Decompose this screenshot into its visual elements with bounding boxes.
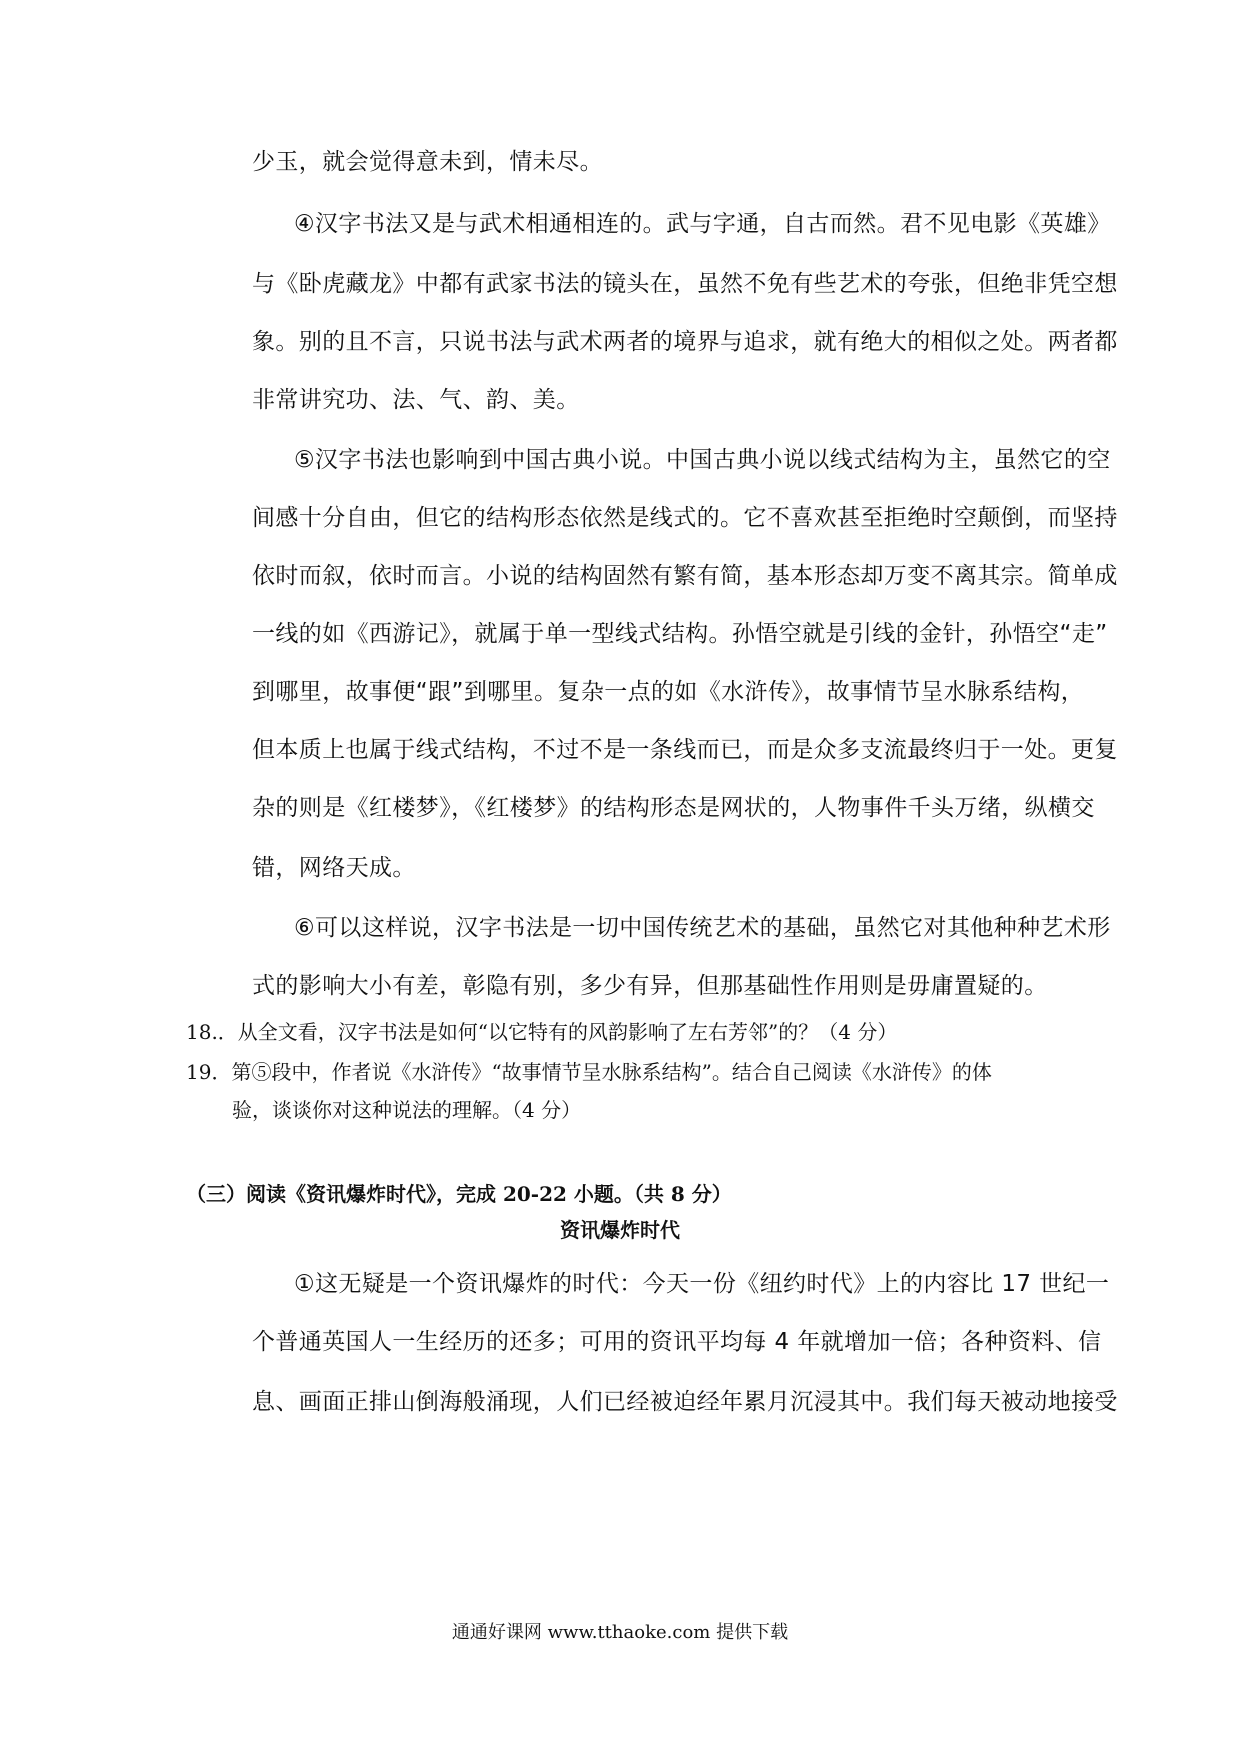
paragraph-line: ⑤汉字书法也影响到中国古典小说。中国古典小说以线式结构为主，虽然它的空 (294, 447, 1111, 473)
question-18: 18.．从全文看，汉字书法是如何“以它特有的风韵影响了左右芳邻”的？（4 分） (186, 1020, 898, 1044)
paragraph-line: ④汉字书法又是与武术相通相连的。武与字通，自古而然。君不见电影《英雄》 (294, 211, 1111, 237)
paragraph-line: 息、画面正排山倒海般涌现，人们已经被迫经年累月沉浸其中。我们每天被动地接受 (252, 1389, 1118, 1415)
page-footer: 通通好课网 www.tthaoke.com 提供下载 (451, 1622, 789, 1643)
paragraph-line: 少玉，就会觉得意未到，情未尽。 (252, 149, 603, 175)
article-title: 资讯爆炸时代 (560, 1218, 680, 1242)
paragraph-line: 非常讲究功、法、气、韵、美。 (252, 387, 580, 413)
paragraph-line: 一线的如《西游记》，就属于单一型线式结构。孙悟空就是引线的金针，孙悟空“走” (252, 621, 1108, 647)
paragraph-line: 但本质上也属于线式结构，不过不是一条线而已，而是众多支流最终归于一处。更复 (252, 737, 1118, 763)
question-19: 19．第⑤段中，作者说《水浒传》“故事情节呈水脉系结构”。结合自己阅读《水浒传》的体 (186, 1060, 992, 1084)
paragraph-line: 间感十分自由，但它的结构形态依然是线式的。它不喜欢甚至拒绝时空颠倒，而坚持 (252, 505, 1118, 531)
paragraph-line: 依时而叙，依时而言。小说的结构固然有繁有简，基本形态却万变不离其宗。简单成 (252, 563, 1118, 589)
paragraph-line: 杂的则是《红楼梦》，《红楼梦》的结构形态是网状的，人物事件千头万绪，纵横交 (252, 795, 1095, 821)
paragraph-line: 到哪里，故事便“跟”到哪里。复杂一点的如《水浒传》，故事情节呈水脉系结构， (252, 679, 1085, 705)
section-heading: （三）阅读《资讯爆炸时代》，完成 20-22 小题。（共 8 分） (186, 1182, 732, 1206)
paragraph-line: 象。别的且不言，只说书法与武术两者的境界与追求，就有绝大的相似之处。两者都 (252, 329, 1118, 355)
paragraph-line: ①这无疑是一个资讯爆炸的时代：今天一份《纽约时代》上的内容比 17 世纪一 (294, 1271, 1110, 1297)
question-19-continued: 验，谈谈你对这种说法的理解。（4 分） (232, 1098, 582, 1122)
paragraph-line: 个普通英国人一生经历的还多；可用的资讯平均每 4 年就增加一倍；各种资料、信 (252, 1329, 1102, 1355)
paragraph-line: ⑥可以这样说，汉字书法是一切中国传统艺术的基础，虽然它对其他种种艺术形 (294, 915, 1111, 941)
paragraph-line: 错，网络天成。 (252, 855, 416, 881)
paragraph-line: 式的影响大小有差，彰隐有别，多少有异，但那基础性作用则是毋庸置疑的。 (252, 973, 1048, 999)
paragraph-line: 与《卧虎藏龙》中都有武家书法的镜头在，虽然不免有些艺术的夸张，但绝非凭空想 (252, 271, 1118, 297)
